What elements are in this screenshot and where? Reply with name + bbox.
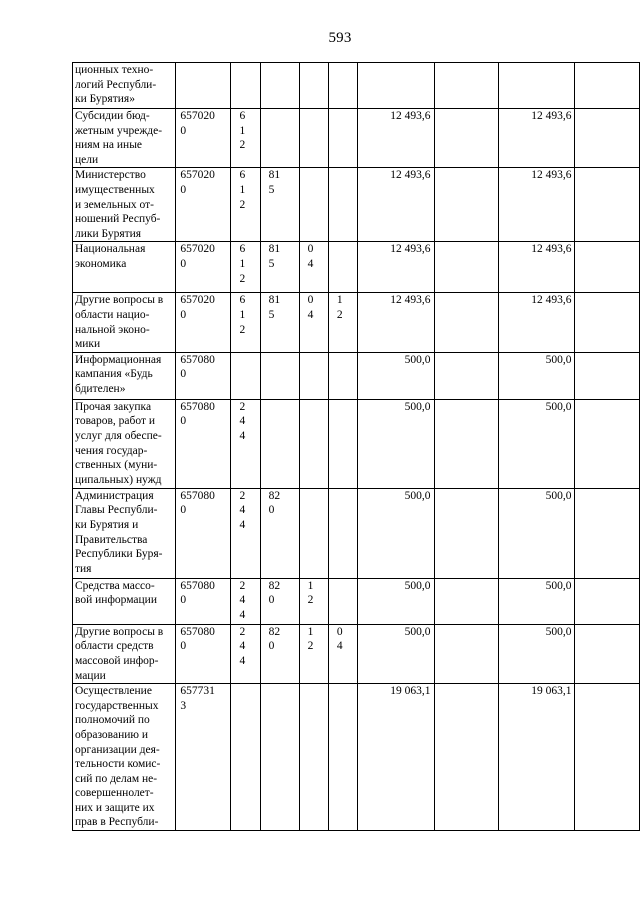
subsection-cell [328, 293, 357, 352]
administrator-line: 0 [268, 594, 275, 607]
target-article-line: 0 [180, 124, 187, 137]
empty-cell [434, 578, 499, 624]
item-name-line: тия [75, 562, 92, 575]
item-name-line: мики [75, 338, 101, 351]
empty-cell [575, 624, 640, 683]
amount-total-value: 500,0 [545, 579, 572, 592]
administrator-line: 5 [268, 183, 275, 196]
empty-cell [434, 684, 499, 831]
amount-total-cell [499, 109, 575, 168]
target-article-line: 657731 [180, 685, 215, 698]
target-article-cell [176, 293, 231, 352]
target-article-line: 657080 [180, 489, 215, 502]
amount-value: 12 493,6 [390, 243, 431, 256]
subsection-cell [328, 624, 357, 683]
empty-cell [434, 109, 499, 168]
subsection-value: 1 2 [336, 294, 343, 321]
expense-type-cell [231, 242, 260, 293]
item-name-line: мации [75, 669, 106, 682]
item-name-line: экономика [75, 257, 127, 270]
target-article-line: 0 [180, 415, 187, 428]
item-name-line: них и защите их [75, 801, 155, 814]
item-name-line: ционных техно- [75, 64, 154, 76]
empty-cell [575, 109, 640, 168]
expense-type-value: 6 1 2 [239, 294, 246, 336]
section-cell [299, 109, 328, 168]
item-name-line: ки Бурятия и [75, 518, 139, 531]
section-cell [299, 624, 328, 683]
item-name-line: Национальная [75, 243, 146, 256]
empty-cell [434, 399, 499, 488]
amount-total-value: 500,0 [545, 625, 572, 638]
target-article-cell [176, 352, 231, 399]
target-article-cell [176, 488, 231, 578]
amount-cell [358, 109, 434, 168]
expense-type-value: 6 1 2 [239, 169, 246, 211]
table-row [73, 63, 640, 109]
expense-type-cell [231, 63, 260, 109]
table-row [73, 293, 640, 352]
item-name-line: Другие вопросы в [75, 625, 164, 638]
table-row [73, 168, 640, 242]
amount-total-cell [499, 352, 575, 399]
subsection-cell [328, 578, 357, 624]
expense-type-value: 6 1 2 [239, 110, 246, 152]
target-article-line: 657080 [180, 625, 215, 638]
item-name-line: Администрация [75, 489, 154, 502]
item-name-line: совершеннолет- [75, 787, 154, 800]
empty-cell [434, 488, 499, 578]
amount-total-value: 500,0 [545, 489, 572, 502]
target-article-cell [176, 578, 231, 624]
target-article-line: 0 [180, 368, 187, 381]
section-cell [299, 293, 328, 352]
page-number: 593 [328, 30, 352, 46]
item-name-line: Средства массо- [75, 579, 155, 592]
amount-total-cell [499, 168, 575, 242]
amount-total-cell [499, 624, 575, 683]
administrator-cell [260, 109, 299, 168]
item-name-line: прав в Республи- [75, 816, 159, 829]
item-name-cell [73, 684, 176, 831]
amount-cell [358, 63, 434, 109]
item-name-line: цели [75, 153, 99, 166]
amount-total-cell [499, 242, 575, 293]
item-name-line: и земельных от- [75, 198, 155, 211]
item-name-cell [73, 293, 176, 352]
target-article-line: 657020 [180, 294, 215, 307]
empty-cell [575, 684, 640, 831]
administrator-cell [260, 624, 299, 683]
section-cell [299, 63, 328, 109]
amount-value: 19 063,1 [390, 685, 431, 698]
table-row [73, 352, 640, 399]
item-name-line: Правительства [75, 533, 148, 546]
item-name-line: области средств [75, 640, 154, 653]
target-article-line: 0 [180, 183, 187, 196]
amount-total-cell [499, 399, 575, 488]
expense-type-value: 2 4 4 [239, 579, 246, 621]
item-name-line: Республики Буря- [75, 548, 163, 561]
administrator-line: 81 [268, 169, 281, 182]
target-article-cell [176, 242, 231, 293]
item-name-line: ципальных) нужд [75, 473, 162, 486]
item-name-line: Министерство [75, 169, 146, 182]
item-name-line: услуг для обеспе- [75, 429, 162, 442]
item-name-line: имущественных [75, 183, 155, 196]
item-name-line: жетным учрежде- [75, 124, 163, 137]
administrator-line: 81 [268, 243, 281, 256]
amount-total-cell [499, 63, 575, 109]
subsection-cell [328, 242, 357, 293]
target-article-cell [176, 624, 231, 683]
target-article-cell [176, 109, 231, 168]
item-name-line: образованию и [75, 728, 148, 741]
target-article-line: 657020 [180, 243, 215, 256]
budget-table [72, 62, 640, 831]
item-name-line: бдителен» [75, 382, 126, 395]
item-name-line: Осуществление [75, 685, 152, 698]
administrator-line: 82 [268, 579, 281, 592]
table-row [73, 109, 640, 168]
amount-cell [358, 293, 434, 352]
administrator-cell [260, 684, 299, 831]
target-article-line: 657020 [180, 110, 215, 122]
table-row [73, 242, 640, 293]
item-name-line: товаров, работ и [75, 415, 156, 428]
expense-type-value: 2 4 4 [239, 489, 246, 531]
amount-cell [358, 352, 434, 399]
section-cell [299, 352, 328, 399]
target-article-line: 0 [180, 640, 187, 653]
item-name-cell [73, 242, 176, 293]
administrator-line: 0 [268, 504, 275, 517]
amount-value: 12 493,6 [390, 169, 431, 182]
item-name-cell [73, 624, 176, 683]
administrator-cell [260, 293, 299, 352]
item-name-line: организации дея- [75, 743, 160, 756]
target-article-line: 657080 [180, 579, 215, 592]
target-article-line: 0 [180, 594, 187, 607]
item-name-line: логий Республи- [75, 78, 157, 91]
amount-value: 500,0 [404, 625, 431, 638]
item-name-cell [73, 63, 176, 109]
item-name-cell [73, 488, 176, 578]
amount-cell [358, 684, 434, 831]
item-name-line: сий по делам не- [75, 772, 158, 785]
subsection-cell [328, 684, 357, 831]
amount-total-value: 12 493,6 [531, 294, 572, 307]
empty-cell [434, 352, 499, 399]
table-row [73, 684, 640, 831]
expense-type-cell [231, 399, 260, 488]
item-name-line: кампания «Будь [75, 368, 153, 381]
expense-type-cell [231, 293, 260, 352]
expense-type-cell [231, 488, 260, 578]
amount-total-value: 19 063,1 [531, 685, 572, 698]
empty-cell [575, 168, 640, 242]
subsection-cell [328, 168, 357, 242]
administrator-cell [260, 168, 299, 242]
target-article-cell [176, 168, 231, 242]
expense-type-cell [231, 624, 260, 683]
item-name-line: ственных (муни- [75, 459, 158, 472]
target-article-line: 0 [180, 308, 187, 321]
item-name-line: массовой инфор- [75, 654, 159, 667]
subsection-cell [328, 63, 357, 109]
target-article-line: 657020 [180, 169, 215, 182]
item-name-line: Главы Республи- [75, 504, 158, 517]
amount-total-cell [499, 684, 575, 831]
target-article-line: 657080 [180, 353, 215, 366]
section-cell [299, 578, 328, 624]
amount-cell [358, 242, 434, 293]
item-name-cell [73, 578, 176, 624]
empty-cell [434, 242, 499, 293]
section-cell [299, 684, 328, 831]
item-name-line: чения государ- [75, 444, 148, 457]
item-name-line: ношений Респуб- [75, 213, 161, 226]
empty-cell [434, 63, 499, 109]
amount-cell [358, 168, 434, 242]
empty-cell [575, 293, 640, 352]
empty-cell [434, 293, 499, 352]
section-value: 0 4 [307, 243, 314, 270]
administrator-cell [260, 488, 299, 578]
target-article-line: 657080 [180, 400, 215, 413]
subsection-value: 0 4 [336, 625, 343, 653]
item-name-cell [73, 399, 176, 488]
administrator-line: 0 [268, 640, 275, 653]
item-name-line: нальной эконо- [75, 323, 150, 336]
amount-total-cell [499, 578, 575, 624]
expense-type-cell [231, 684, 260, 831]
item-name-line: тельности комис- [75, 758, 161, 771]
amount-total-value: 12 493,6 [531, 169, 572, 182]
empty-cell [575, 399, 640, 488]
target-article-cell [176, 684, 231, 831]
administrator-cell [260, 242, 299, 293]
item-name-line: ки Бурятия» [75, 93, 135, 106]
subsection-cell [328, 399, 357, 488]
empty-cell [575, 488, 640, 578]
target-article-cell [176, 399, 231, 488]
administrator-cell [260, 352, 299, 399]
amount-value: 500,0 [404, 400, 431, 413]
administrator-cell [260, 578, 299, 624]
administrator-line: 81 [268, 294, 281, 307]
item-name-cell [73, 168, 176, 242]
amount-value: 500,0 [404, 489, 431, 502]
item-name-line: Прочая закупка [75, 400, 152, 413]
section-cell [299, 488, 328, 578]
target-article-line: 0 [180, 257, 187, 270]
item-name-cell [73, 109, 176, 168]
administrator-cell [260, 399, 299, 488]
amount-total-value: 12 493,6 [531, 110, 572, 122]
amount-total-value: 500,0 [545, 353, 572, 366]
section-value: 1 2 [307, 579, 314, 607]
subsection-cell [328, 352, 357, 399]
amount-total-cell [499, 488, 575, 578]
subsection-cell [328, 109, 357, 168]
expense-type-value: 6 1 2 [239, 243, 246, 285]
item-name-line: Другие вопросы в [75, 294, 164, 307]
administrator-line: 5 [268, 308, 275, 321]
administrator-cell [260, 63, 299, 109]
empty-cell [434, 168, 499, 242]
empty-cell [434, 624, 499, 683]
expense-type-cell [231, 352, 260, 399]
section-cell [299, 168, 328, 242]
item-name-line: лики Бурятия [75, 227, 142, 240]
item-name-line: области нацио- [75, 308, 150, 321]
amount-cell [358, 488, 434, 578]
amount-value: 500,0 [404, 353, 431, 366]
empty-cell [575, 352, 640, 399]
empty-cell [575, 242, 640, 293]
empty-cell [575, 63, 640, 109]
budget-table-body [73, 63, 640, 831]
expense-type-cell [231, 578, 260, 624]
amount-total-value: 12 493,6 [531, 243, 572, 256]
item-name-line: ниям на иные [75, 139, 143, 152]
subsection-cell [328, 488, 357, 578]
amount-value: 500,0 [404, 579, 431, 592]
table-row [73, 624, 640, 683]
amount-cell [358, 624, 434, 683]
item-name-line: государственных [75, 699, 159, 712]
section-value: 0 4 [307, 294, 314, 321]
amount-total-value: 500,0 [545, 400, 572, 413]
amount-value: 12 493,6 [390, 294, 431, 307]
administrator-line: 82 [268, 625, 281, 638]
table-row [73, 488, 640, 578]
section-cell [299, 242, 328, 293]
amount-cell [358, 399, 434, 488]
table-row [73, 399, 640, 488]
amount-total-cell [499, 293, 575, 352]
item-name-line: вой информации [75, 594, 157, 607]
expense-type-value: 2 4 4 [239, 400, 246, 442]
administrator-line: 5 [268, 257, 275, 270]
target-article-line: 3 [180, 699, 187, 712]
section-cell [299, 399, 328, 488]
amount-value: 12 493,6 [390, 110, 431, 122]
administrator-line: 82 [268, 489, 281, 502]
empty-cell [575, 578, 640, 624]
item-name-cell [73, 352, 176, 399]
section-value: 1 2 [307, 625, 314, 653]
item-name-line: полномочий по [75, 714, 150, 727]
target-article-cell [176, 63, 231, 109]
expense-type-cell [231, 109, 260, 168]
target-article-line: 0 [180, 504, 187, 517]
item-name-line: Информационная [75, 353, 162, 366]
amount-cell [358, 578, 434, 624]
table-row [73, 578, 640, 624]
item-name-line: Субсидии бюд- [75, 110, 150, 122]
expense-type-cell [231, 168, 260, 242]
expense-type-value: 2 4 4 [239, 625, 246, 667]
